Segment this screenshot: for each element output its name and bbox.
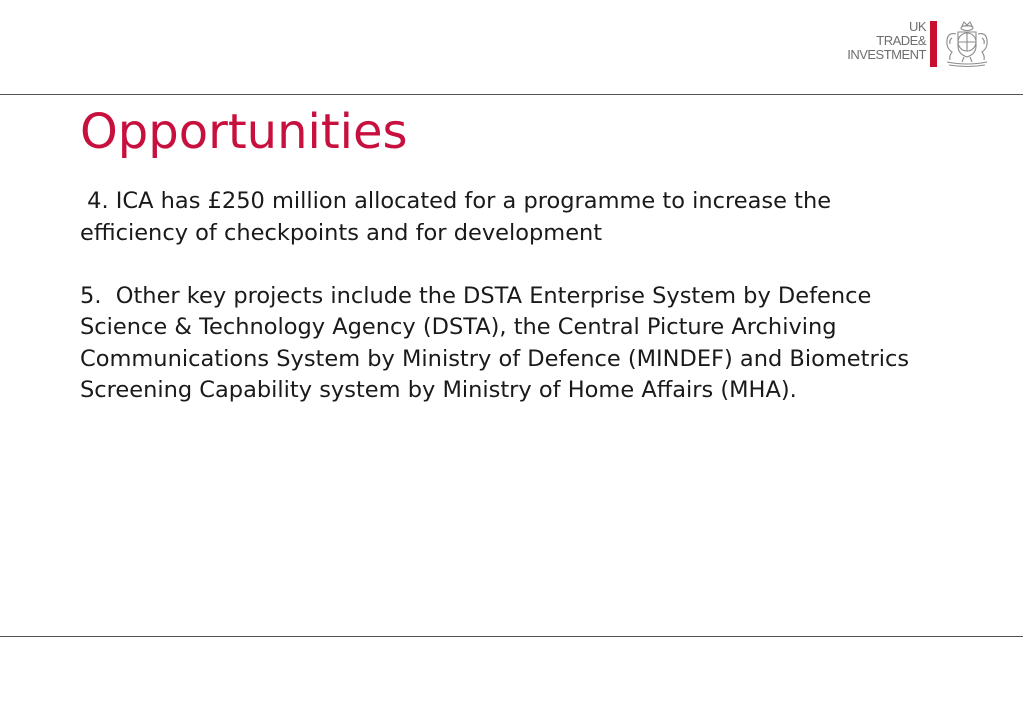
footer-divider [0, 636, 1023, 637]
paragraph-key-projects: 5. Other key projects include the DSTA Enterprise System by Defence Science & Technology Agency (DSTA), the Central Picture Archiving Communications System by Ministry of Defence (MINDEF) and Biometrics Screening Capability system by Ministry of Home Affairs (MHA). [80, 282, 917, 403]
ukti-logo [838, 20, 996, 70]
royal-coat-of-arms-icon [940, 20, 994, 68]
logo-line-trade: TRADE& [876, 33, 926, 48]
slide-body [80, 186, 940, 407]
logo-wordmark [847, 20, 926, 62]
header-divider [0, 94, 1023, 95]
slide-title: Opportunities [80, 104, 408, 160]
logo-red-bar [930, 21, 937, 67]
logo-line-uk: UK [908, 19, 926, 34]
paragraph-ica-programme: 4. ICA has £250 million allocated for a programme to increase the efficiency of checkpoints and for development [80, 188, 839, 246]
logo-line-investment: INVESTMENT [847, 47, 926, 62]
